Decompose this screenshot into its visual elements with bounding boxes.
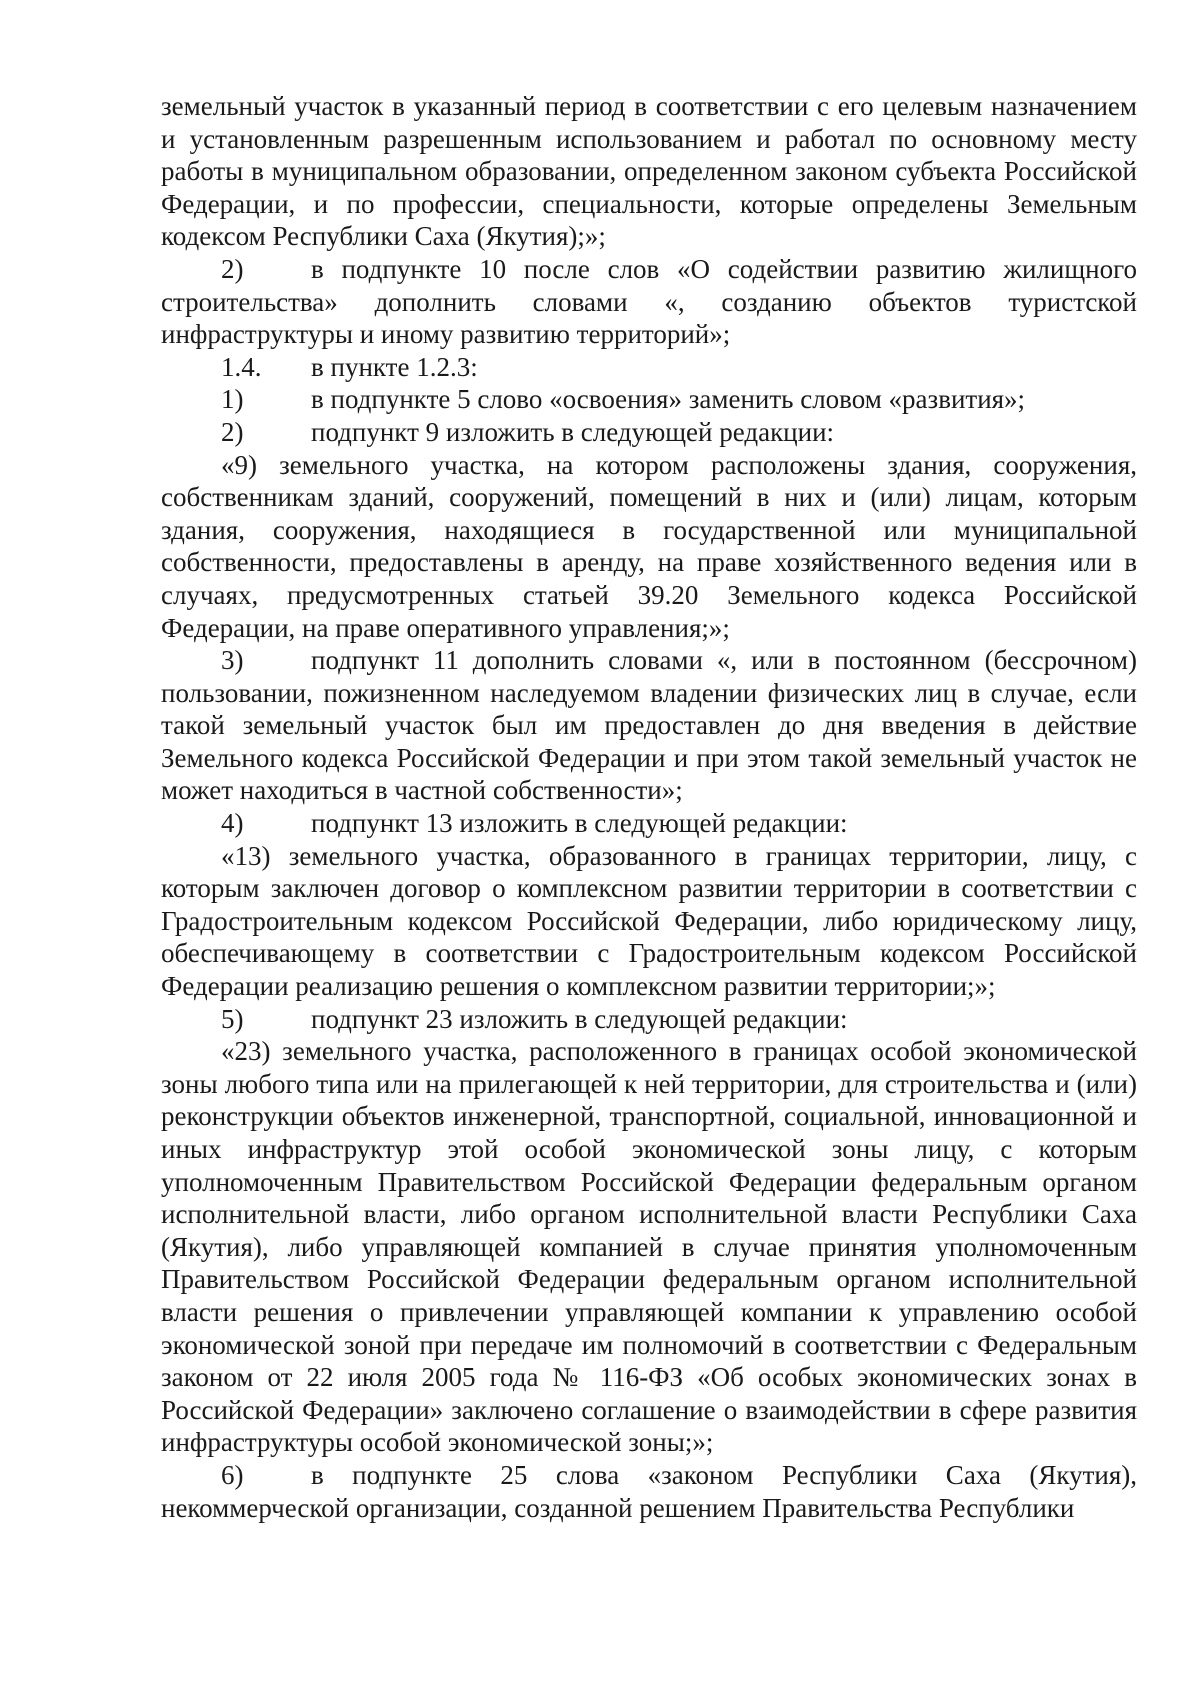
item-number: 2) [221, 416, 244, 447]
list-item [161, 351, 1137, 384]
list-item [161, 383, 1137, 416]
document-page [161, 90, 1137, 1524]
item-number: 6) [221, 1459, 244, 1490]
list-item [161, 253, 1137, 351]
item-text: подпункт 13 изложить в следующей редакции: [311, 808, 848, 839]
item-number: 1.4. [221, 351, 262, 382]
list-item [161, 416, 1137, 449]
item-text: подпункт 23 изложить в следующей редакции: [311, 1003, 848, 1034]
item-text: в пункте 1.2.3: [311, 351, 478, 382]
item-number: 1) [221, 384, 244, 415]
item-number: 3) [221, 645, 244, 676]
item-number: 5) [221, 1003, 244, 1034]
item-text: в подпункте 25 слова «законом Республики Саха (Якутия), некоммерческой организации, созданной решением Правительства Республики [161, 1459, 1137, 1523]
quoted-paragraph: «9) земельного участка, на котором расположены здания, сооружения, собственникам зданий, сооружений, помещений в них и (или) лицам, которым здания, сооружения, находящиеся в государственной или муниципальной собственности, предоставлены в аренду, на праве хозяйственного ведения или в случаях, предусмотренных статьей 39.20 Земельного кодекса Российской Федерации, на праве оперативного управления;»; [161, 449, 1137, 643]
item-number: 4) [221, 808, 244, 839]
paragraph-continuation: земельный участок в указанный период в соответствии с его целевым назначением и установленным разрешенным использованием и работал по основному месту работы в муниципальном образовании, определенном законом субъекта Российской Федерации, и по профессии, специальности, которые определены Земельным кодексом Республики Саха (Якутия);»; [161, 91, 1137, 252]
item-text: в подпункте 10 после слов «О содействии развитию жилищного строительства» дополнить словами «, созданию объектов туристской инфраструктуры и иному развитию территорий»; [161, 253, 1137, 350]
item-text: в подпункте 5 слово «освоения» заменить словом «развития»; [311, 384, 1026, 415]
list-item [161, 807, 1137, 840]
list-item [161, 1003, 1137, 1036]
quoted-paragraph: «23) земельного участка, расположенного в границах особой экономической зоны любого типа или на прилегающей к ней территории, для строительства и (или) реконструкции объектов инженерной, транспортной, социальной, инновационной и иных инфраструктур этой особой экономической зоны лицу, с которым уполномоченным Правительством Российской Федерации федеральным органом исполнительной власти, либо органом исполнительной власти Республики Саха (Якутия), либо управляющей компанией в случае принятия уполномоченным Правительством Российской Федерации федеральным органом исполнительной власти решения о привлечении управляющей компании к управлению особой экономической зоной при передаче им полномочий в соответствии с Федеральным законом от 22 июля 2005 года № 116-ФЗ «Об особых экономических зонах в Российской Федерации» заключено соглашение о взаимодействии в сфере развития инфраструктуры особой экономической зоны;»; [161, 1036, 1137, 1458]
list-item [161, 644, 1137, 807]
list-item [161, 1459, 1137, 1524]
quoted-paragraph: «13) земельного участка, образованного в границах территории, лицу, с которым заключен договор о комплексном развитии территории в соответствии с Градостроительным кодексом Российской Федерации, либо юридическому лицу, обеспечивающему в соответствии с Градостроительным кодексом Российской Федерации реализацию решения о комплексном развитии территории;»; [161, 840, 1137, 1002]
item-text: подпункт 11 дополнить словами «, или в постоянном (бессрочном) пользовании, пожизненном наследуемом владении физических лиц в случае, если такой земельный участок был им предоставлен до дня введения в действие Земельного кодекса Российской Федерации и при этом такой земельный участок не может находиться в частной собственности»; [161, 645, 1137, 806]
item-text: подпункт 9 изложить в следующей редакции: [311, 416, 835, 447]
item-number: 2) [221, 253, 244, 284]
